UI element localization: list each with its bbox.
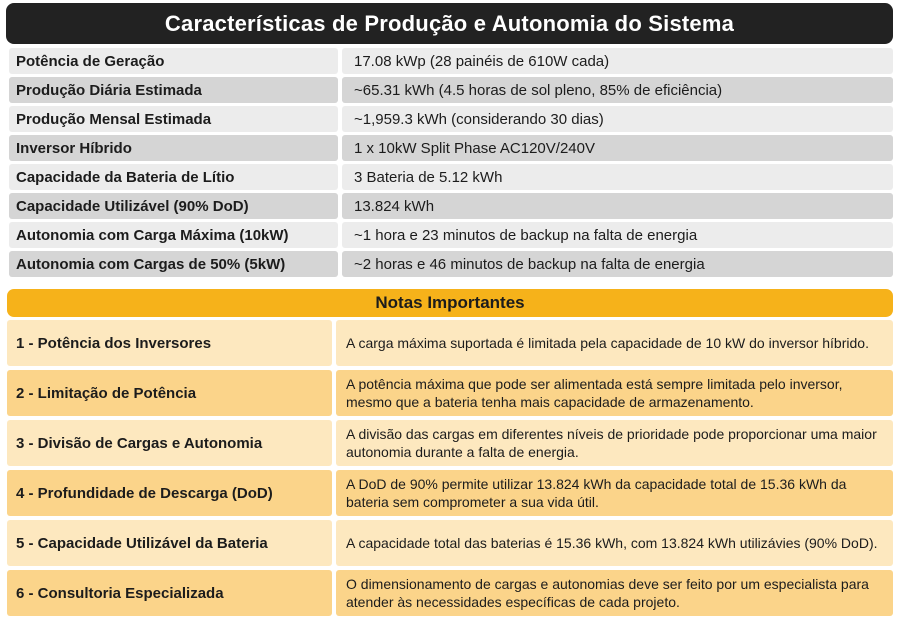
spec-label: Autonomia com Cargas de 50% (5kW) [9,251,338,277]
note-row [7,420,893,466]
spec-label: Autonomia com Carga Máxima (10kW) [9,222,338,248]
spec-row [9,48,893,74]
spec-label: Produção Mensal Estimada [9,106,338,132]
note-row [7,520,893,566]
spec-label: Potência de Geração [9,48,338,74]
spec-value: ~1 hora e 23 minutos de backup na falta de energia [342,222,893,248]
spec-label: Capacidade Utilizável (90% DoD) [9,193,338,219]
note-label: 2 - Limitação de Potência [7,370,332,416]
spec-value: ~2 horas e 46 minutos de backup na falta de energia [342,251,893,277]
spec-row [9,164,893,190]
note-text: A carga máxima suportada é limitada pela capacidade de 10 kW do inversor híbrido. [336,320,893,366]
spec-value: 13.824 kWh [342,193,893,219]
spec-row [9,222,893,248]
spec-row [9,193,893,219]
spec-row [9,135,893,161]
note-row [7,320,893,366]
note-row [7,370,893,416]
spec-label: Inversor Híbrido [9,135,338,161]
page-title: Características de Produção e Autonomia do Sistema [164,10,735,36]
spec-value: 1 x 10kW Split Phase AC120V/240V [342,135,893,161]
spec-value: ~65.31 kWh (4.5 horas de sol pleno, 85% de eficiência) [342,77,893,103]
note-text: A potência máxima que pode ser alimentada está sempre limitada pelo inversor, mesmo que a bateria tenha mais capacidade de armazenamento. [336,370,893,416]
note-text: A divisão das cargas em diferentes níveis de prioridade pode proporcionar uma maior autonomia durante a falta de energia. [336,420,893,466]
notes-table [7,320,893,620]
spec-label: Produção Diária Estimada [9,77,338,103]
note-label: 6 - Consultoria Especializada [7,570,332,616]
spec-value: 3 Bateria de 5.12 kWh [342,164,893,190]
spec-row [9,251,893,277]
note-text: O dimensionamento de cargas e autonomias deve ser feito por um especialista para atender às necessidades específicas de cada projeto. [336,570,893,616]
note-label: 5 - Capacidade Utilizável da Bateria [7,520,332,566]
note-label: 1 - Potência dos Inversores [7,320,332,366]
spec-value: ~1,959.3 kWh (considerando 30 dias) [342,106,893,132]
note-label: 4 - Profundidade de Descarga (DoD) [7,470,332,516]
note-row [7,570,893,616]
note-text: A DoD de 90% permite utilizar 13.824 kWh da capacidade total de 15.36 kWh da bateria sem comprometer a sua vida útil. [336,470,893,516]
notes-header [7,289,893,317]
note-text: A capacidade total das baterias é 15.36 kWh, com 13.824 kWh utilizávies (90% DoD). [336,520,893,566]
note-label: 3 - Divisão de Cargas e Autonomia [7,420,332,466]
spec-row [9,106,893,132]
notes-title: Notas Importantes [375,293,525,312]
title-bar [6,3,893,44]
spec-row [9,77,893,103]
specs-table [9,48,893,280]
note-row [7,470,893,516]
spec-label: Capacidade da Bateria de Lítio [9,164,338,190]
spec-value: 17.08 kWp (28 painéis de 610W cada) [342,48,893,74]
